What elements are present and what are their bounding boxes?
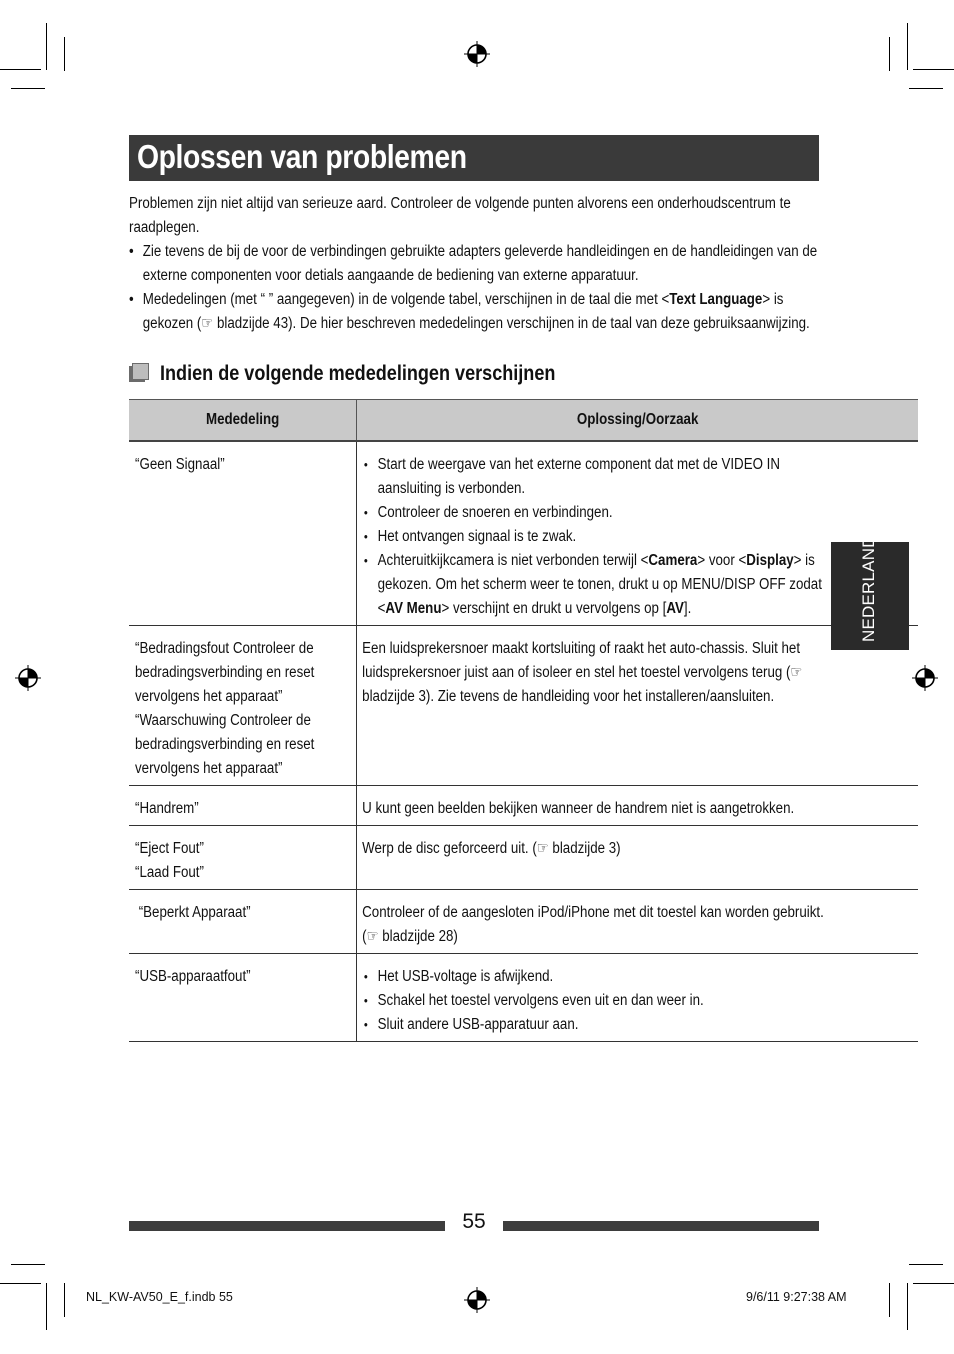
- table-row: [129, 825, 918, 889]
- list-item: • Start de weergave van het externe component dat met de VIDEO IN aansluiting is verbonden.: [362, 453, 839, 501]
- list-item: • Schakel het toestel vervolgens even uit en dan weer in.: [362, 989, 839, 1013]
- table-row: [129, 785, 918, 825]
- crop-mark-icon: [0, 1283, 41, 1284]
- column-header-message: Mededeling: [129, 400, 357, 442]
- crop-mark-icon: [0, 69, 41, 70]
- page-title: Oplossen van problemen: [137, 138, 467, 175]
- messages-table: [129, 399, 918, 1042]
- crop-mark-icon: [913, 1283, 954, 1284]
- message-cell: “Geen Signaal”: [129, 441, 357, 625]
- solution-cell: Werp de disc geforceerd uit. (☞ bladzijde 3): [357, 825, 919, 889]
- crop-mark-icon: [907, 23, 908, 70]
- crop-mark-icon: [889, 1283, 890, 1317]
- section-title: Indien de volgende mededelingen verschijnen: [160, 362, 556, 385]
- footer-bar-left: [129, 1221, 445, 1231]
- intro-bullet: • Mededelingen (met “ ” aangegeven) in de volgende tabel, verschijnen in de taal die met <Text Language> is gekozen (☞ bladzijde 43). De hier beschreven mededelingen verschijnen in de taal van deze gebruiksaanwijzing.: [129, 291, 810, 332]
- crop-mark-icon: [46, 1283, 47, 1330]
- text-language-setting: Text Language: [669, 291, 763, 308]
- table-header-row: [129, 400, 918, 442]
- message-cell: “Bedradingsfout Controleer de bedradingsverbinding en reset vervolgens het apparaat” “Waarschuwing Controleer de bedradingsverbinding en reset vervolgens het apparaat”: [129, 625, 357, 785]
- intro-text: [129, 192, 819, 336]
- solution-cell: Controleer of de aangesloten iPod/iPhone met dit toestel kan worden gebruikt. (☞ bladzijde 28): [357, 889, 919, 953]
- crop-mark-icon: [907, 1283, 908, 1330]
- crop-mark-icon: [11, 88, 45, 89]
- intro-paragraph: Problemen zijn niet altijd van serieuze aard. Controleer de volgende punten alvorens een onderhoudscentrum te raadplegen.: [129, 195, 791, 236]
- column-header-solution: Oplossing/Oorzaak: [357, 400, 919, 442]
- crop-mark-icon: [913, 69, 954, 70]
- footer-bar-right: [503, 1221, 819, 1231]
- solution-cell: Een luidsprekersnoer maakt kortsluiting of raakt het auto-chassis. Sluit het luidsprekersnoer juist aan of isoleer en stel het toestel vervolgens terug (☞ bladzijde 3). Zie tevens de handleiding voor het installeren/aansluiten.: [357, 625, 919, 785]
- language-tab: [831, 523, 909, 650]
- crop-mark-icon: [64, 1283, 65, 1317]
- language-tab-label: NEDERLANDS: [859, 523, 878, 642]
- intro-bullet: • Zie tevens de bij de voor de verbindingen gebruikte adapters geleverde handleidingen en de handleidingen van de externe componenten voor detials aangaande de bediening van externe apparatuur.: [129, 243, 818, 284]
- page-title-bar: [129, 135, 819, 181]
- list-item: • Achteruitkijkcamera is niet verbonden terwijl <Camera> voor <Display> is gekozen. Om het scherm weer te tonen, drukt u op MENU/DISP OFF zodat <AV Menu> verschijnt en drukt u vervolgens op [AV].: [362, 549, 839, 621]
- registration-mark-icon: [15, 665, 41, 691]
- intro-bullet-text: Mededelingen (met “ ” aangegeven) in de volgende tabel, verschijnen in de taal die met <: [142, 291, 670, 308]
- message-cell: “Handrem”: [129, 785, 357, 825]
- intro-bullet-text: > is gekozen (☞ bladzijde 43). De hier beschreven mededelingen verschijnen in de taal van deze gebruiksaanwijzing.: [142, 291, 810, 332]
- list-item: • Sluit andere USB-apparatuur aan.: [362, 1013, 839, 1037]
- crop-mark-icon: [909, 88, 943, 89]
- list-item: • Het ontvangen signaal is te zwak.: [362, 525, 839, 549]
- registration-mark-icon: [464, 1287, 490, 1313]
- page-number: 55: [462, 1210, 486, 1233]
- intro-bullet-text: Zie tevens de bij de voor de verbindingen gebruikte adapters geleverde handleidingen en de handleidingen van de externe componenten voor detials aangaande de bediening van externe apparatuur.: [142, 243, 818, 284]
- print-info-date: 9/6/11 9:27:38 AM: [746, 1290, 847, 1304]
- table-row: [129, 889, 918, 953]
- crop-mark-icon: [64, 37, 65, 71]
- crop-mark-icon: [11, 1264, 45, 1265]
- table-row: [129, 953, 918, 1041]
- solution-cell: [357, 953, 919, 1041]
- solution-cell: U kunt geen beelden bekijken wanneer de handrem niet is aangetrokken.: [357, 785, 919, 825]
- crop-mark-icon: [46, 23, 47, 70]
- table-row: [129, 441, 918, 625]
- message-cell: “Eject Fout” “Laad Fout”: [129, 825, 357, 889]
- crop-mark-icon: [889, 37, 890, 71]
- crop-mark-icon: [909, 1264, 943, 1265]
- list-item: • Het USB-voltage is afwijkend.: [362, 965, 839, 989]
- registration-mark-icon: [464, 41, 490, 67]
- table-row: [129, 625, 918, 785]
- print-info-file: NL_KW-AV50_E_f.indb 55: [86, 1290, 233, 1304]
- list-item: • Controleer de snoeren en verbindingen.: [362, 501, 839, 525]
- message-cell: “Beperkt Apparaat”: [129, 889, 357, 953]
- message-cell: “USB-apparaatfout”: [129, 953, 357, 1041]
- section-square-icon: [132, 363, 149, 380]
